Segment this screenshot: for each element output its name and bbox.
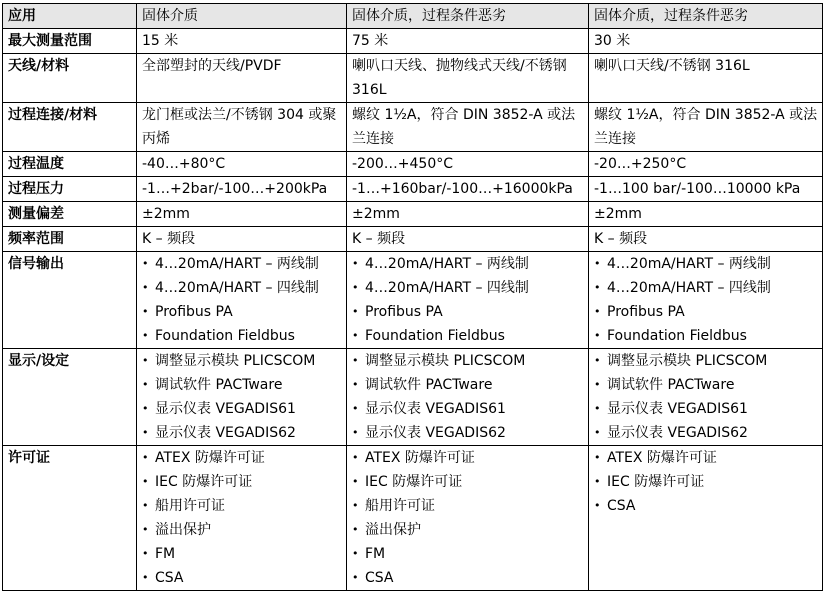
bullet-list [142,252,346,348]
list-item: • FM [142,542,346,566]
table-cell [137,252,347,349]
bullet-list [594,252,822,348]
list-item: • 调整显示模块 PLICSCOM [594,349,822,373]
list-item: • 调整显示模块 PLICSCOM [352,349,588,373]
table-cell: 螺纹 1½A，符合 DIN 3852-A 或法兰连接 [589,103,823,152]
list-item: • Profibus PA [142,300,346,324]
table-row [3,29,823,54]
table-row [3,349,823,446]
row-label-display-setup: 显示/设定 [3,349,137,446]
table-cell: 15 米 [137,29,347,54]
list-item: • Profibus PA [594,300,822,324]
table-row [3,54,823,103]
spec-table [2,3,823,591]
table-cell: K – 频段 [589,227,823,252]
table-row [3,177,823,202]
bullet-icon: • [142,523,149,536]
row-label-accuracy: 测量偏差 [3,202,137,227]
row-label-signal-output: 信号输出 [3,252,137,349]
bullet-icon: • [352,547,359,560]
table-cell: -200…+450°C [347,152,589,177]
table-cell: -20…+250°C [589,152,823,177]
bullet-list [352,349,588,445]
bullet-list [142,446,346,590]
table-cell: -1…+160bar/-100…+16000kPa [347,177,589,202]
table-cell: -40…+80°C [137,152,347,177]
bullet-icon: • [352,499,359,512]
bullet-list [142,349,346,445]
list-item: • 显示仪表 VEGADIS62 [594,421,822,445]
table-cell: 固体介质 [137,4,347,29]
bullet-icon: • [594,451,601,464]
list-item: • 显示仪表 VEGADIS62 [352,421,588,445]
list-item: • 调试软件 PACTware [142,373,346,397]
bullet-icon: • [594,426,601,439]
bullet-icon: • [142,354,149,367]
list-item: • Foundation Fieldbus [352,324,588,348]
table-cell: -1…100 bar/-100…10000 kPa [589,177,823,202]
table-cell [137,446,347,591]
row-label-certificates: 许可证 [3,446,137,591]
list-item: • 调整显示模块 PLICSCOM [142,349,346,373]
bullet-list [594,446,822,518]
bullet-icon: • [594,281,601,294]
bullet-icon: • [352,571,359,584]
list-item: • 4…20mA/HART – 四线制 [142,276,346,300]
table-row [3,103,823,152]
bullet-icon: • [352,281,359,294]
bullet-icon: • [352,257,359,270]
bullet-icon: • [142,329,149,342]
bullet-icon: • [594,378,601,391]
table-cell: 螺纹 1½A，符合 DIN 3852-A 或法兰连接 [347,103,589,152]
row-label-process-pressure: 过程压力 [3,177,137,202]
table-cell: ±2mm [589,202,823,227]
bullet-icon: • [142,451,149,464]
bullet-icon: • [142,475,149,488]
list-item: • 显示仪表 VEGADIS61 [352,397,588,421]
table-cell: 喇叭口天线/不锈钢 316L [589,54,823,103]
table-cell: 固体介质，过程条件恶劣 [589,4,823,29]
bullet-icon: • [352,451,359,464]
bullet-icon: • [352,426,359,439]
bullet-icon: • [142,571,149,584]
list-item: • 显示仪表 VEGADIS61 [594,397,822,421]
list-item: • 调试软件 PACTware [352,373,588,397]
table-cell [347,252,589,349]
bullet-icon: • [352,475,359,488]
bullet-icon: • [594,329,601,342]
bullet-icon: • [142,547,149,560]
list-item: • 船用许可证 [352,494,588,518]
list-item: • 4…20mA/HART – 四线制 [352,276,588,300]
list-item: • Foundation Fieldbus [142,324,346,348]
list-item: • 溢出保护 [142,518,346,542]
bullet-icon: • [352,354,359,367]
table-cell: 龙门框或法兰/不锈钢 304 或聚丙烯 [137,103,347,152]
list-item: • ATEX 防爆许可证 [142,446,346,470]
table-cell [347,446,589,591]
table-cell: K – 频段 [347,227,589,252]
row-label-process-connection: 过程连接/材料 [3,103,137,152]
bullet-icon: • [352,402,359,415]
table-cell [589,349,823,446]
list-item: • 船用许可证 [142,494,346,518]
bullet-icon: • [352,378,359,391]
list-item: • 显示仪表 VEGADIS61 [142,397,346,421]
table-cell: 全部塑封的天线/PVDF [137,54,347,103]
bullet-icon: • [142,305,149,318]
row-label-process-temperature: 过程温度 [3,152,137,177]
list-item: • 显示仪表 VEGADIS62 [142,421,346,445]
list-item: • 4…20mA/HART – 四线制 [594,276,822,300]
table-cell: ±2mm [137,202,347,227]
list-item: • CSA [352,566,588,590]
list-item: • ATEX 防爆许可证 [594,446,822,470]
row-label-max-range: 最大测量范围 [3,29,137,54]
bullet-icon: • [352,305,359,318]
table-cell [589,252,823,349]
bullet-icon: • [594,499,601,512]
list-item: • IEC 防爆许可证 [142,470,346,494]
list-item: • 溢出保护 [352,518,588,542]
table-cell: -1…+2bar/-100…+200kPa [137,177,347,202]
list-item: • FM [352,542,588,566]
bullet-icon: • [594,305,601,318]
bullet-icon: • [594,402,601,415]
table-row [3,4,823,29]
list-item: • 调试软件 PACTware [594,373,822,397]
bullet-icon: • [142,402,149,415]
bullet-list [352,252,588,348]
row-label-frequency: 频率范围 [3,227,137,252]
table-row [3,252,823,349]
list-item: • 4…20mA/HART – 两线制 [594,252,822,276]
bullet-icon: • [594,475,601,488]
list-item: • ATEX 防爆许可证 [352,446,588,470]
bullet-icon: • [142,426,149,439]
table-cell: ±2mm [347,202,589,227]
list-item: • 4…20mA/HART – 两线制 [142,252,346,276]
bullet-icon: • [352,329,359,342]
row-label-antenna: 天线/材料 [3,54,137,103]
table-cell: 30 米 [589,29,823,54]
table-cell: K – 频段 [137,227,347,252]
table-row [3,202,823,227]
bullet-icon: • [142,281,149,294]
bullet-icon: • [142,257,149,270]
bullet-list [352,446,588,590]
row-label-application: 应用 [3,4,137,29]
table-row [3,227,823,252]
list-item: • Profibus PA [352,300,588,324]
table-row [3,446,823,591]
bullet-list [594,349,822,445]
bullet-icon: • [594,354,601,367]
bullet-icon: • [142,378,149,391]
table-cell [347,349,589,446]
bullet-icon: • [352,523,359,536]
table-cell: 喇叭口天线、抛物线式天线/不锈钢 316L [347,54,589,103]
list-item: • CSA [594,494,822,518]
table-cell [589,446,823,591]
list-item: • CSA [142,566,346,590]
bullet-icon: • [142,499,149,512]
list-item: • 4…20mA/HART – 两线制 [352,252,588,276]
table-row [3,152,823,177]
list-item: • IEC 防爆许可证 [594,470,822,494]
table-cell: 75 米 [347,29,589,54]
list-item: • Foundation Fieldbus [594,324,822,348]
list-item: • IEC 防爆许可证 [352,470,588,494]
bullet-icon: • [594,257,601,270]
table-cell: 固体介质，过程条件恶劣 [347,4,589,29]
table-cell [137,349,347,446]
